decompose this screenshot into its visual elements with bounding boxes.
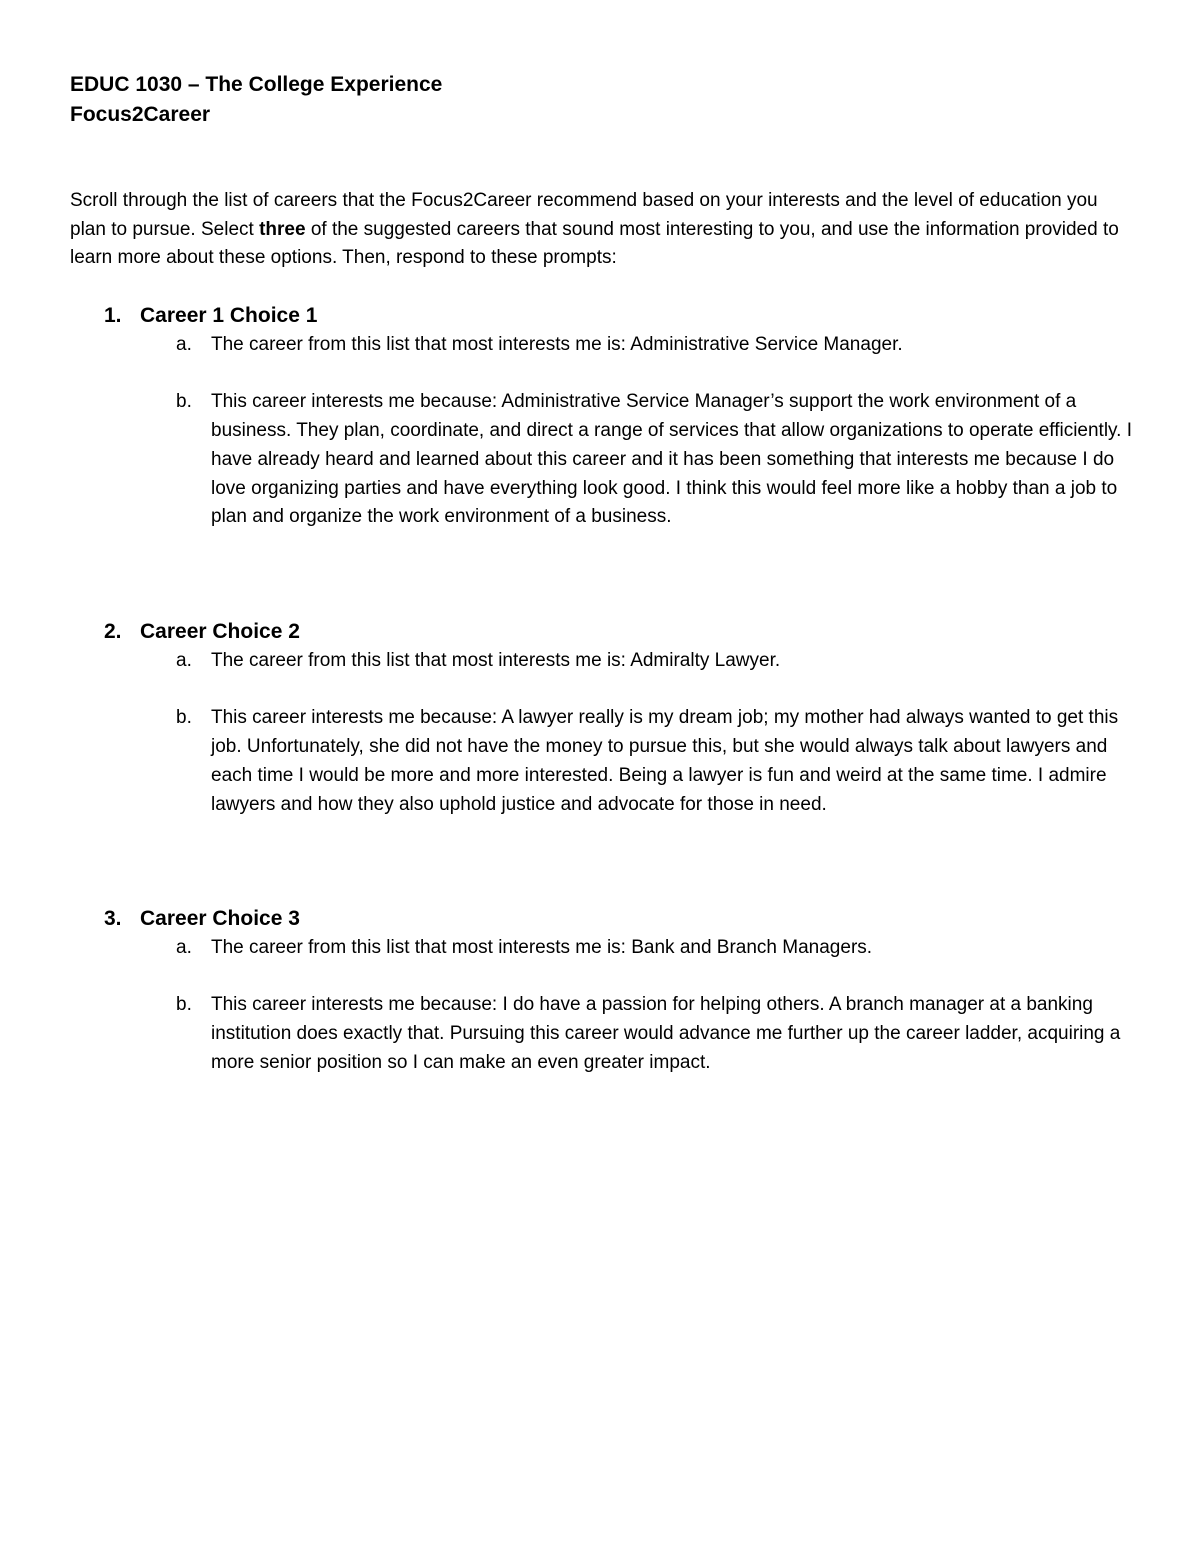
section-number: 1.: [104, 304, 122, 327]
prompt-a: [104, 934, 1134, 963]
item-text: The career from this list that most interests me is: Administrative Service Manager.: [211, 334, 903, 355]
item-text: The career from this list that most interests me is: Bank and Branch Managers.: [211, 937, 873, 958]
prompt-b: [104, 704, 1134, 819]
item-text: This career interests me because: A lawyer really is my dream job; my mother had always wanted to get this job. Unfortunately, she did not have the money to pursue this, but she would always talk about lawyers and each time I would be more and more interested. Being a lawyer is fun and weird at the same time. I admire lawyers and how they also uphold justice and advocate for those in need.: [211, 707, 1119, 815]
intro-paragraph: [70, 187, 1132, 273]
section-heading: [104, 617, 1134, 647]
section-heading: [104, 301, 1134, 331]
section-number: 3.: [104, 907, 122, 930]
career-section-3: [104, 904, 1134, 1078]
intro-text-start: Scroll through the list of careers that the Focus2Career recommend based on your interests and the level of education you plan to pursue. Select: [70, 190, 1098, 240]
intro-emphasis: three: [259, 218, 306, 240]
section-number: 2.: [104, 620, 122, 643]
item-letter: a.: [176, 937, 192, 958]
section-title: Career Choice 2: [140, 620, 300, 643]
section-heading: [104, 904, 1134, 934]
prompt-a: [104, 647, 1134, 676]
career-section-2: [104, 617, 1134, 819]
document-subtitle: Focus2Career: [70, 103, 211, 126]
spacer: [104, 963, 1134, 992]
prompt-b: [104, 388, 1134, 532]
item-text: This career interests me because: I do have a passion for helping others. A branch manager at a banking institution does exactly that. Pursuing this career would advance me further up the career ladder, acquiring a more senior position so I can make an even greater impact.: [211, 994, 1121, 1073]
spacer: [104, 360, 1134, 389]
career-section-1: [104, 301, 1134, 532]
document-header: [70, 70, 442, 130]
section-title: Career 1 Choice 1: [140, 304, 318, 327]
item-text: This career interests me because: Administrative Service Manager’s support the work environment of a business. They plan, coordinate, and direct a range of services that allow organizations to operate efficiently. I have already heard and learned about this career and it has been something that interests me because I do love organizing parties and have everything look good. I think this would feel more like a hobby than a job to plan and organize the work environment of a business.: [211, 391, 1132, 528]
course-title: EDUC 1030 – The College Experience: [70, 73, 443, 96]
item-text: The career from this list that most interests me is: Admiralty Lawyer.: [211, 650, 781, 671]
prompt-b: [104, 991, 1134, 1077]
section-title: Career Choice 3: [140, 907, 300, 930]
item-letter: b.: [176, 994, 192, 1016]
item-letter: b.: [176, 391, 192, 413]
spacer: [104, 676, 1134, 705]
intro-text-end: of the suggested careers that sound most interesting to you, and use the information provided to learn more about these options. Then, respond to these prompts:: [70, 218, 1119, 269]
item-letter: a.: [176, 650, 192, 671]
item-letter: a.: [176, 334, 192, 355]
item-letter: b.: [176, 707, 192, 729]
prompt-a: [104, 331, 1134, 360]
